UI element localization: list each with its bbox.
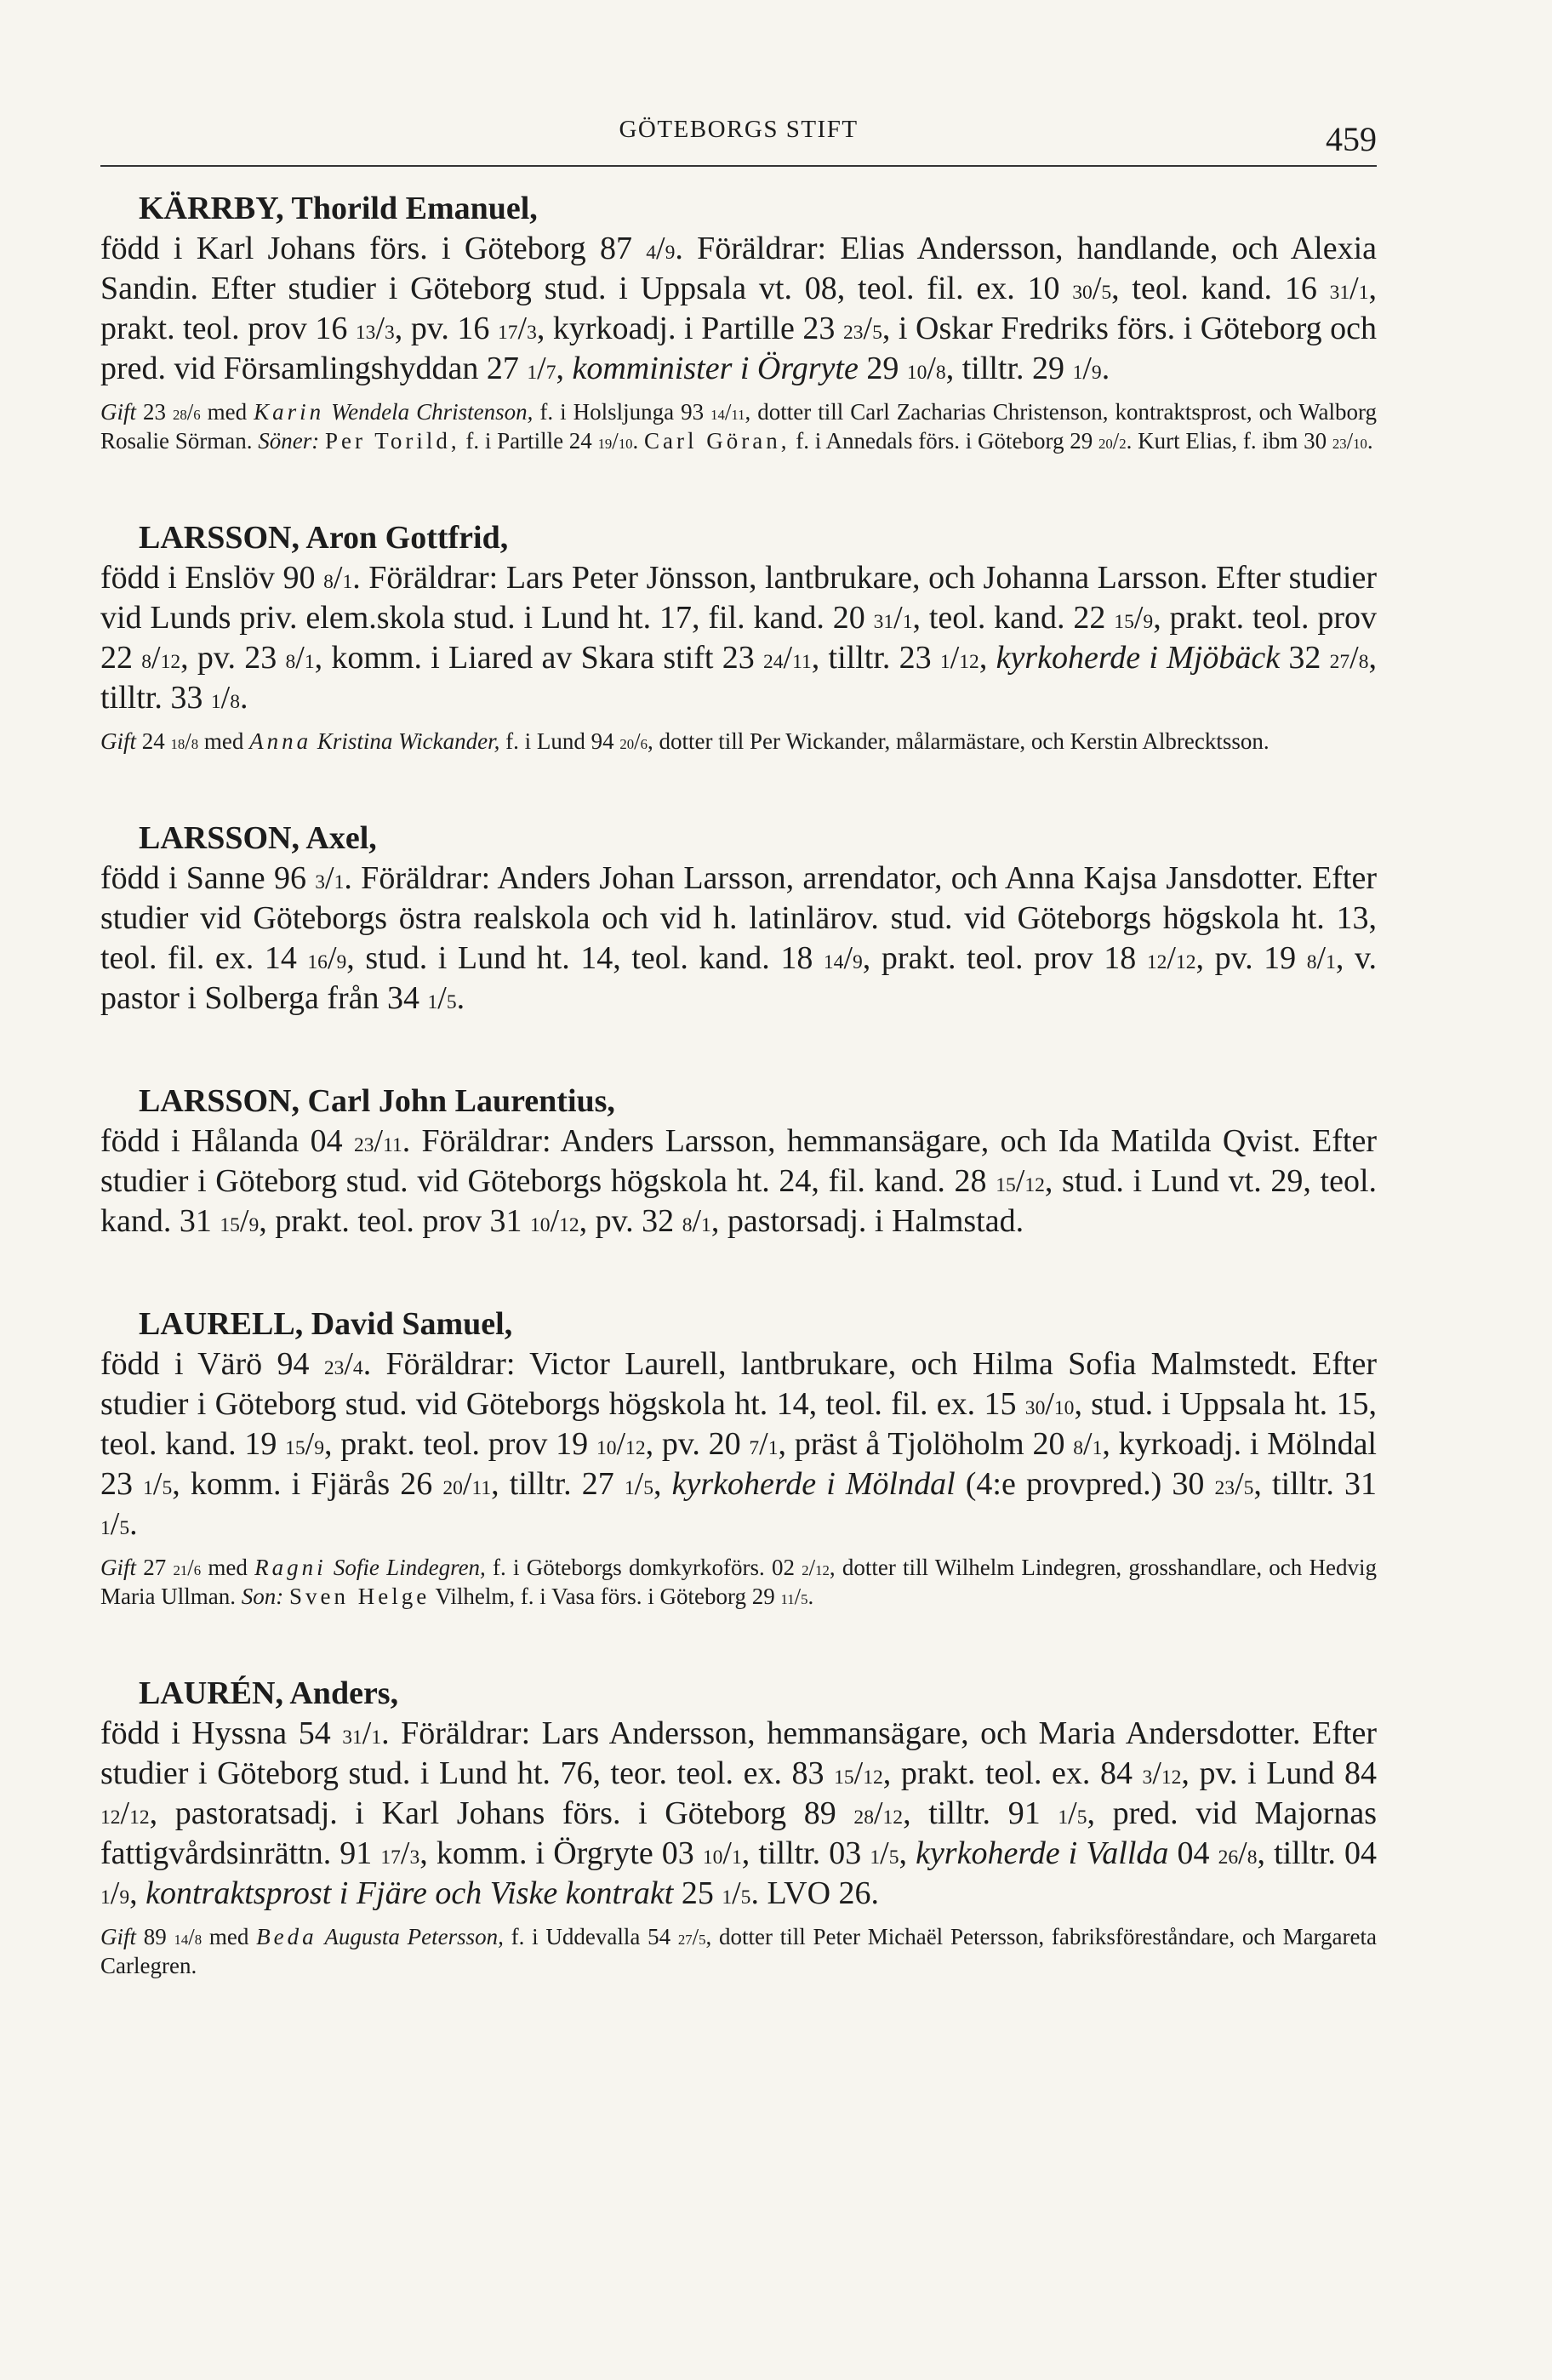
entry-bio [100,819,1377,1019]
entry-family: Gift 89 $^{14}/_8$ med Beda Augusta Petersson, f. i Uddevalla 54 $^{27}/_5$, dotter till Peter Michaël Petersson, fabriksföreståndare, och Margareta Carlegren. [100,1924,1378,1978]
entry-bio-text: född i Sanne 96 $^3/_1$. Föräldrar: Anders Johan Larsson, arrendator, och Anna Kajsa Jansdotter. Efter studier vid Göteborgs östra realskola och vid h. latinlärov. stud. vid Göteborgs högskola ht. 13, teol. fil. ex. 14 $^{16}/_9$, stud. i Lund ht. 14, teol. kand. 18 $^{14}/_9$, prakt. teol. prov 18 $^{12}/_{12}$, pv. 19 $^8/_1$, v. pastor i Solberga från 34 $^1/_5$. [100,860,1378,1016]
entry-bio [100,1082,1377,1241]
entry-name: LARSSON, Carl John Laurentius, [139,1083,615,1119]
biography-entry [100,1304,1377,1611]
entry-name: KÄRRBY, Thorild Emanuel, [139,191,538,226]
biography-entry [100,819,1377,1019]
entry-bio-text: född i Hålanda 04 $^{23}/_{11}$. Föräldrar: Anders Larsson, hemmansägare, och Ida Matilda Qvist. Efter studier i Göteborg stud. vid Göteborgs högskola ht. 24, fil. kand. 28 $^{15}/_{12}$, stud. i Lund vt. 29, teol. kand. 31 $^{15}/_9$, prakt. teol. prov 31 $^{10}/_{12}$, pv. 32 $^8/_1$, pastorsadj. i Halmstad. [100,1123,1378,1239]
entry-bio-text: född i Hyssna 54 $^{31}/_1$. Föräldrar: Lars Andersson, hemmansägare, och Maria Andersdotter. Efter studier i Göteborg stud. i Lund ht. 76, teor. teol. ex. 83 $^{15}/_{12}$, prakt. teol. ex. 84 $^3/_{12}$, pv. i Lund 84 $^{12}/_{12}$, pastoratsadj. i Karl Johans förs. i Göteborg 89 $^{28}/_{12}$, tilltr. 91 $^1/_5$, pred. vid Majornas fattigvårdsinrättn. 91 $^{17}/_3$, komm. i Örgryte 03 $^{10}/_1$, tilltr. 03 $^1/_5$, kyrkoherde i Vallda 04 $^{26}/_8$, tilltr. 04 $^1/_9$, kontraktsprost i Fjäre och Viske kontrakt 25 $^1/_5$. LVO 26. [100,1715,1377,1911]
entry-name: LARSSON, Aron Gottfrid, [139,520,509,556]
biography-entry [100,1674,1377,1980]
biography-entry [100,189,1377,455]
header-rule [100,165,1377,167]
entries-list [100,189,1377,1980]
entry-bio [100,189,1377,389]
entry-family: Gift 27 $^{21}/_6$ med Ragni Sofie Lindegren, f. i Göteborgs domkyrkoförs. 02 $^2/_{12}$, dotter till Wilhelm Lindegren, grosshandlare, och Hedvig Maria Ullman. Son: Sven Helge Vilhelm, f. i Vasa förs. i Göteborg 29 $^{11}/_5$. [100,1555,1378,1609]
entry-bio [100,1304,1377,1544]
page-number: 459 [1326,120,1377,158]
biography-entry [100,1082,1377,1241]
entry-name: LAURELL, David Samuel, [139,1306,513,1342]
entry-family: Gift 24 $^{18}/_8$ med Anna Kristina Wickander, f. i Lund 94 $^{20}/_6$, dotter till Per Wickander, målarmästare, och Kerstin Albrecktsson. [100,728,1270,754]
entry-name: LAURÉN, Anders, [139,1675,399,1711]
page-header [100,109,1377,160]
document-page [100,0,1377,2380]
entry-name: LARSSON, Axel, [139,820,377,856]
entry-bio [100,1674,1377,1914]
entry-bio-text: född i Värö 94 $^{23}/_4$. Föräldrar: Victor Laurell, lantbrukare, och Hilma Sofia Malmstedt. Efter studier i Göteborg stud. vid Göteborgs högskola ht. 14, teol. fil. ex. 15 $^{30}/_{10}$, stud. i Uppsala ht. 15, teol. kand. 19 $^{15}/_9$, prakt. teol. prov 19 $^{10}/_{12}$, pv. 20 $^7/_1$, präst å Tjolöholm 20 $^8/_1$, kyrkoadj. i Mölndal 23 $^1/_5$, komm. i Fjärås 26 $^{20}/_{11}$, tilltr. 27 $^1/_5$, kyrkoherde i Mölndal (4:e provpred.) 30 $^{23}/_5$, tilltr. 31 $^1/_5$. [100,1346,1377,1542]
entry-family: Gift 23 $^{28}/_6$ med Karin Wendela Christenson, f. i Holsljunga 93 $^{14}/_{11}$, dotter till Carl Zacharias Christenson, kontraktsprost, och Walborg Rosalie Sörman. Söner: Per Torild, f. i Partille 24 $^{19}/_{10}$. Carl Göran, f. i Annedals förs. i Göteborg 29 $^{20}/_2$. Kurt Elias, f. ibm 30 $^{23}/_{10}$. [100,399,1377,454]
entry-bio-text: född i Karl Johans förs. i Göteborg 87 $^4/_9$. Föräldrar: Elias Andersson, handlande, och Alexia Sandin. Efter studier i Göteborg stud. i Uppsala vt. 08, teol. fil. ex. 10 $^{30}/_5$, teol. kand. 16 $^{31}/_1$, prakt. teol. prov 16 $^{13}/_3$, pv. 16 $^{17}/_3$, kyrkoadj. i Partille 23 $^{23}/_5$, i Oskar Fredriks förs. i Göteborg och pred. vid Församlingshyddan 27 $^1/_7$, komminister i Örgryte 29 $^{10}/_8$, tilltr. 29 $^1/_9$. [100,231,1377,386]
running-title: GÖTEBORGS STIFT [619,116,859,143]
biography-entry [100,518,1377,756]
entry-bio-text: född i Enslöv 90 $^8/_1$. Föräldrar: Lars Peter Jönsson, lantbrukare, och Johanna Larsson. Efter studier vid Lunds priv. elem.skola stud. i Lund ht. 17, fil. kand. 20 $^{31}/_1$, teol. kand. 22 $^{15}/_9$, prakt. teol. prov 22 $^8/_{12}$, pv. 23 $^8/_1$, komm. i Liared av Skara stift 23 $^{24}/_{11}$, tilltr. 23 $^1/_{12}$, kyrkoherde i Mjöbäck 32 $^{27}/_8$, tilltr. 33 $^1/_8$. [100,560,1378,716]
entry-bio [100,518,1377,718]
